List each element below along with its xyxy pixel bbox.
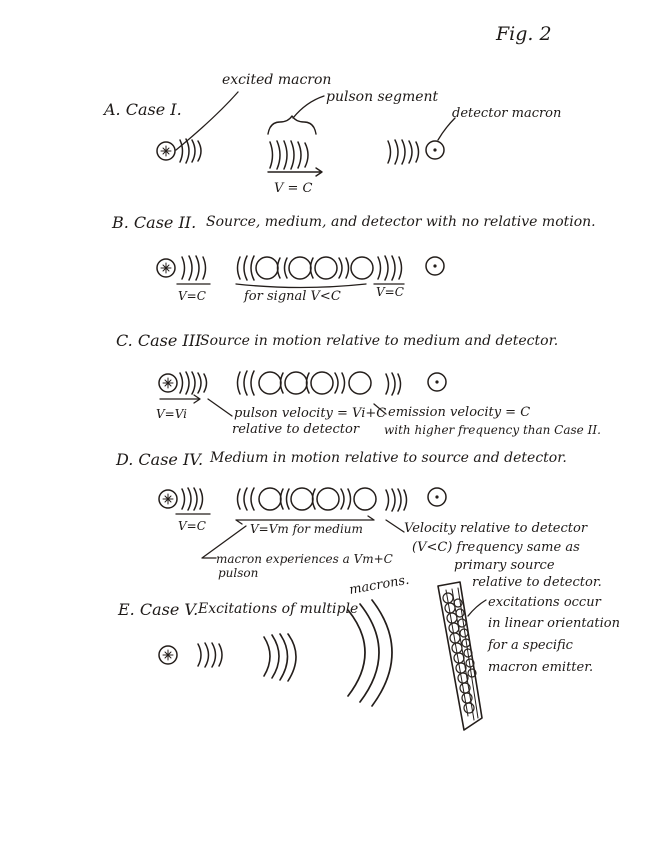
linear-macron-emitter <box>438 582 482 730</box>
pulson-waves-b2 <box>378 256 402 280</box>
velocity-arrow-a <box>268 168 322 176</box>
pulson-velocity-leader <box>208 399 232 416</box>
detector-macron-d <box>428 488 446 506</box>
pulson-segment-label: pulson segment <box>326 89 439 105</box>
pulson-waves-a3 <box>388 140 419 164</box>
velocity-c: V=Vi <box>156 407 188 421</box>
detector-macron-label: detector macron <box>452 106 562 121</box>
detector-macron-b <box>426 257 444 275</box>
macrons-word: macrons. <box>348 572 411 598</box>
medium-chain-c <box>238 371 372 395</box>
emission-line2: with higher frequency than Case II. <box>384 423 601 437</box>
source-macron-c <box>159 374 177 392</box>
velocity-note-leader <box>386 520 404 532</box>
macron-note-line2: pulson <box>218 566 259 580</box>
excitations-line1: excitations occur <box>488 595 601 610</box>
pulson-waves-e1 <box>198 643 222 667</box>
source-macron-d <box>159 490 177 508</box>
excitations-leader <box>468 600 486 616</box>
source-macron-b <box>157 259 175 277</box>
excitations-line3: for a specific <box>488 638 573 653</box>
velocity-arrow-c <box>160 395 200 403</box>
emission-line1: emission velocity = C <box>388 405 531 420</box>
pulson-waves-d2 <box>386 489 407 511</box>
medium-chain-d <box>238 488 377 510</box>
velocity-d: V=C <box>178 519 206 533</box>
velocity-note-line3: primary source <box>454 558 555 573</box>
case-b-heading: B. Case II. <box>112 213 197 232</box>
medium-chain-b <box>238 256 374 280</box>
source-macron-a <box>157 142 175 160</box>
case-c-description: Source in motion relative to medium and detector. <box>200 333 559 349</box>
velocity-a: V = C <box>274 181 313 196</box>
excitations-line2: in linear orientation <box>488 616 620 631</box>
pulson-waves-b1 <box>182 256 206 280</box>
pulson-waves-c1 <box>180 372 207 394</box>
case-c-heading: C. Case III <box>116 331 202 350</box>
signal-note-b: for signal V<C <box>244 289 341 304</box>
pulson-waves-c2 <box>386 373 401 395</box>
pulson-waves-a1 <box>180 139 201 163</box>
velocity-b-left: V=C <box>178 289 206 303</box>
pulson-velocity-line1: pulson velocity = Vi+C <box>234 406 387 421</box>
source-macron-e <box>159 646 177 664</box>
macron-note-line1: macron experiences a Vm+C <box>216 552 393 566</box>
detector-macron-c <box>428 373 446 391</box>
case-d-heading: D. Case IV. <box>116 450 204 469</box>
case-e-heading: E. Case V. <box>118 600 199 619</box>
figure-label: Fig. 2 <box>496 23 552 45</box>
pulson-segment-bracket <box>268 116 316 134</box>
medium-velocity-label: V=Vm for medium <box>250 522 363 536</box>
detector-macron-leader <box>438 118 455 140</box>
case-e-description: Excitations of multiple <box>198 601 359 617</box>
pulson-velocity-line2: relative to detector <box>232 422 360 437</box>
pulson-waves-d1 <box>182 488 203 510</box>
pulson-waves-a2 <box>270 141 308 169</box>
case-a-heading: A. Case I. <box>104 100 182 119</box>
signal-bracket-b <box>236 284 366 288</box>
excited-macron-leader <box>176 92 238 150</box>
detector-macron-a <box>426 141 444 159</box>
excited-macron-label: excited macron <box>222 72 332 88</box>
velocity-b-right: V=C <box>376 285 404 299</box>
pulson-waves-e2 <box>264 634 296 681</box>
pulson-segment-leader <box>293 96 324 118</box>
case-b-description: Source, medium, and detector with no relative motion. <box>206 214 596 230</box>
case-d-description: Medium in motion relative to source and detector. <box>210 450 567 466</box>
excitations-line4: macron emitter. <box>488 660 594 675</box>
velocity-note-line2: (V<C) frequency same as <box>412 540 580 555</box>
velocity-note-line4: relative to detector. <box>472 575 602 590</box>
velocity-note-line1: Velocity relative to detector <box>404 521 588 536</box>
